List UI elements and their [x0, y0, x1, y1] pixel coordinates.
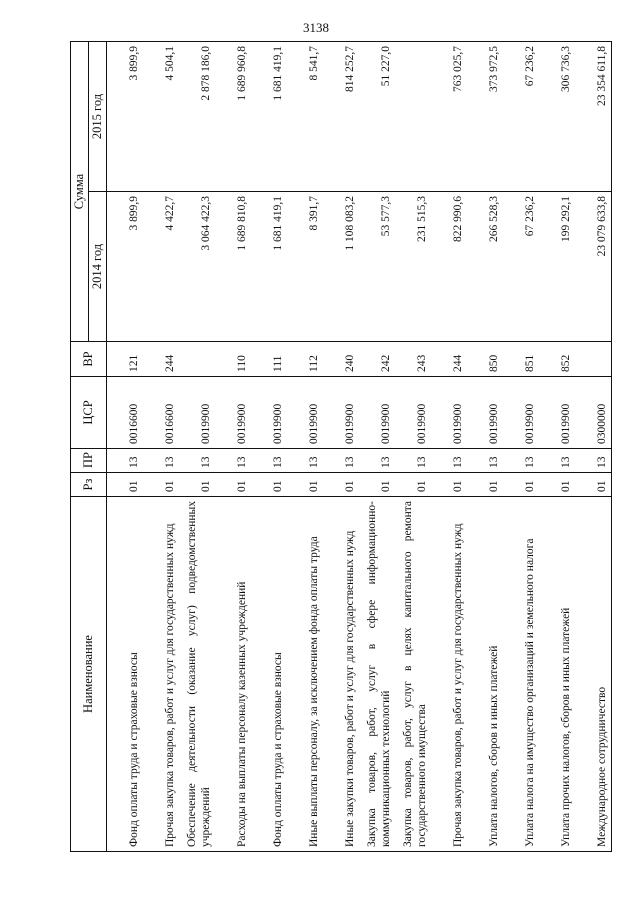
row-csr: 0016600 — [107, 377, 144, 449]
row-csr: 0019900 — [539, 377, 575, 449]
row-pr: 13 — [215, 449, 251, 473]
header-year-2015: 2015 год — [89, 42, 107, 192]
row-sum-2015: 23 354 611,8 — [575, 42, 612, 192]
row-sum-2014: 53 577,3 — [359, 192, 395, 342]
row-name: Иные закупки товаров, работ и услуг для государственных нужд — [323, 497, 359, 852]
row-vr — [179, 342, 215, 377]
table-header — [71, 42, 107, 852]
row-vr: 242 — [359, 342, 395, 377]
row-sum-2014: 199 292,1 — [539, 192, 575, 342]
row-pr: 13 — [503, 449, 539, 473]
row-csr: 0019900 — [287, 377, 323, 449]
row-sum-2014: 266 528,3 — [467, 192, 503, 342]
row-sum-2015: 814 252,7 — [323, 42, 359, 192]
row-rz: 01 — [467, 473, 503, 497]
row-pr: 13 — [467, 449, 503, 473]
row-vr: 111 — [251, 342, 287, 377]
row-csr: 0019900 — [431, 377, 467, 449]
row-rz: 01 — [251, 473, 287, 497]
row-csr: 0016600 — [143, 377, 179, 449]
row-name: Закупка товаров, работ, услуг в сфере информационно-коммуникационных технологий — [359, 497, 395, 852]
table-row — [215, 42, 251, 852]
table-row — [107, 42, 144, 852]
table-body — [107, 42, 612, 852]
row-sum-2015: 373 972,5 — [467, 42, 503, 192]
table-row — [431, 42, 467, 852]
row-csr: 0019900 — [359, 377, 395, 449]
budget-table-container — [70, 42, 609, 852]
row-csr: 0019900 — [467, 377, 503, 449]
table-row — [539, 42, 575, 852]
row-name: Уплата прочих налогов, сборов и иных платежей — [539, 497, 575, 852]
table-row — [575, 42, 612, 852]
header-csr: ЦСР — [71, 377, 107, 449]
row-name: Уплата налога на имущество организаций и земельного налога — [503, 497, 539, 852]
row-sum-2014: 8 391,7 — [287, 192, 323, 342]
header-rz: Рз — [71, 473, 107, 497]
row-vr: 110 — [215, 342, 251, 377]
row-vr: 243 — [395, 342, 431, 377]
row-vr: 851 — [503, 342, 539, 377]
row-pr: 13 — [575, 449, 612, 473]
row-rz: 01 — [179, 473, 215, 497]
row-sum-2014: 231 515,3 — [395, 192, 431, 342]
row-csr: 0019900 — [215, 377, 251, 449]
row-name: Прочая закупка товаров, работ и услуг для государственных нужд — [143, 497, 179, 852]
row-name: Иные выплаты персоналу, за исключением фонда оплаты труда — [287, 497, 323, 852]
row-pr: 13 — [287, 449, 323, 473]
row-rz: 01 — [107, 473, 144, 497]
row-sum-2015: 3 899,9 — [107, 42, 144, 192]
row-rz: 01 — [503, 473, 539, 497]
row-pr: 13 — [143, 449, 179, 473]
row-csr: 0019900 — [251, 377, 287, 449]
table-row — [323, 42, 359, 852]
row-csr: 0019900 — [179, 377, 215, 449]
row-name: Фонд оплаты труда и страховые взносы — [107, 497, 144, 852]
row-sum-2015: 8 541,7 — [287, 42, 323, 192]
row-name: Фонд оплаты труда и страховые взносы — [251, 497, 287, 852]
table-row — [503, 42, 539, 852]
row-rz: 01 — [431, 473, 467, 497]
table-row — [395, 42, 431, 852]
row-rz: 01 — [287, 473, 323, 497]
header-vr: ВР — [71, 342, 107, 377]
row-vr: 240 — [323, 342, 359, 377]
row-sum-2015: 2 878 186,0 — [179, 42, 215, 192]
header-year-2014: 2014 год — [89, 192, 107, 342]
row-rz: 01 — [395, 473, 431, 497]
row-vr: 852 — [539, 342, 575, 377]
row-vr: 850 — [467, 342, 503, 377]
table-row — [143, 42, 179, 852]
row-vr: 244 — [143, 342, 179, 377]
row-sum-2014: 1 689 810,8 — [215, 192, 251, 342]
row-pr: 13 — [107, 449, 144, 473]
row-pr: 13 — [395, 449, 431, 473]
row-pr: 13 — [179, 449, 215, 473]
row-pr: 13 — [323, 449, 359, 473]
header-name: Наименование — [71, 497, 107, 852]
row-rz: 01 — [539, 473, 575, 497]
row-sum-2015: 1 689 960,8 — [215, 42, 251, 192]
row-vr: 121 — [107, 342, 144, 377]
row-csr: 0300000 — [575, 377, 612, 449]
row-pr: 13 — [359, 449, 395, 473]
rotated-page-area — [70, 42, 609, 852]
table-row — [359, 42, 395, 852]
row-name: Обеспечение деятельности (оказание услуг) подведомственных учреждений — [179, 497, 215, 852]
row-sum-2015: 4 504,1 — [143, 42, 179, 192]
row-rz: 01 — [215, 473, 251, 497]
row-name: Уплата налогов, сборов и иных платежей — [467, 497, 503, 852]
table-row — [251, 42, 287, 852]
row-sum-2014: 1 681 419,1 — [251, 192, 287, 342]
budget-table — [70, 41, 612, 852]
row-sum-2015: 1 681 419,1 — [251, 42, 287, 192]
row-sum-2014: 23 079 633,8 — [575, 192, 612, 342]
page-number: 3138 — [303, 20, 329, 35]
table-row — [287, 42, 323, 852]
row-name: Прочая закупка товаров, работ и услуг для государственных нужд — [431, 497, 467, 852]
row-sum-2014: 3 899,9 — [107, 192, 144, 342]
row-vr: 112 — [287, 342, 323, 377]
row-sum-2014: 4 422,7 — [143, 192, 179, 342]
header-sum: Сумма — [71, 42, 89, 342]
row-name: Закупка товаров, работ, услуг в целях капитального ремонта государственного имущества — [395, 497, 431, 852]
row-csr: 0019900 — [503, 377, 539, 449]
row-sum-2014: 67 236,2 — [503, 192, 539, 342]
row-name: Расходы на выплаты персоналу казенных учреждений — [215, 497, 251, 852]
row-sum-2015 — [395, 42, 431, 192]
row-sum-2014: 1 108 083,2 — [323, 192, 359, 342]
header-pr: ПР — [71, 449, 107, 473]
row-vr — [575, 342, 612, 377]
row-rz: 01 — [359, 473, 395, 497]
row-csr: 0019900 — [323, 377, 359, 449]
row-rz: 01 — [323, 473, 359, 497]
row-sum-2015: 67 236,2 — [503, 42, 539, 192]
table-row — [467, 42, 503, 852]
row-sum-2015: 51 227,0 — [359, 42, 395, 192]
row-sum-2015: 306 736,3 — [539, 42, 575, 192]
row-vr: 244 — [431, 342, 467, 377]
row-pr: 13 — [251, 449, 287, 473]
row-csr: 0019900 — [395, 377, 431, 449]
table-row — [179, 42, 215, 852]
row-sum-2014: 3 064 422,3 — [179, 192, 215, 342]
row-sum-2015: 763 025,7 — [431, 42, 467, 192]
row-rz: 01 — [575, 473, 612, 497]
row-name: Международное сотрудничество — [575, 497, 612, 852]
row-rz: 01 — [143, 473, 179, 497]
row-pr: 13 — [539, 449, 575, 473]
row-sum-2014: 822 990,6 — [431, 192, 467, 342]
row-pr: 13 — [431, 449, 467, 473]
